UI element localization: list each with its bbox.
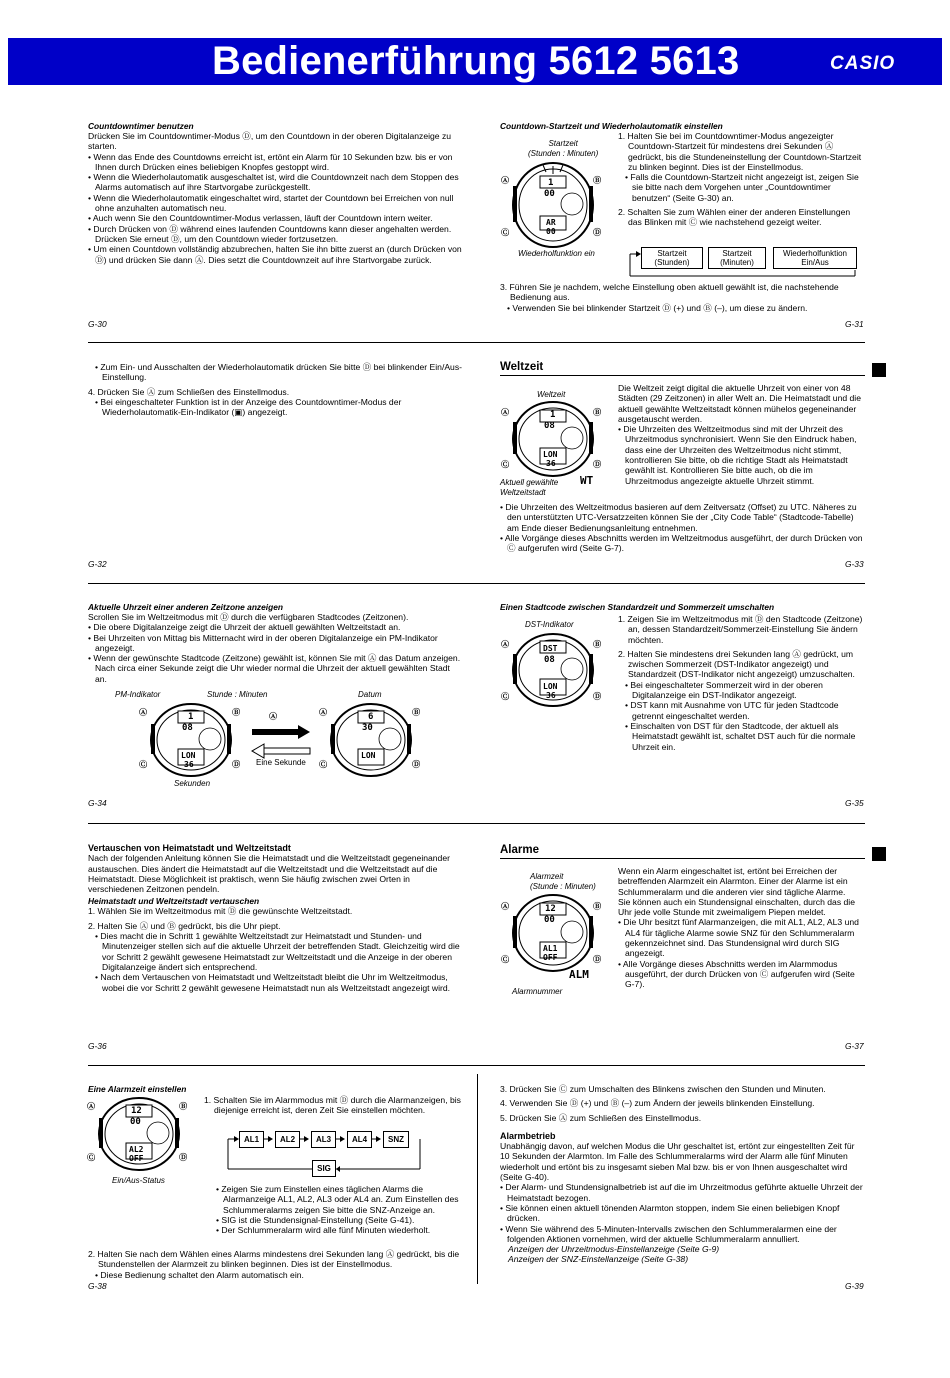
heading: Countdowntimer benutzen [88, 121, 194, 131]
section-g33-intro [618, 383, 866, 500]
step: 4. Drücken Sie Ⓐ zum Schließen des Einstellmodus. [88, 386, 290, 397]
bullet: • Wenn Sie während des 5-Minuten-Intervalls zwischen den Schlummeralarmen eine der folgenden Aktionen vornehmen, wird der aktuelle Schlummeralarm annulliert. [500, 1223, 837, 1244]
heading: Einen Stadtcode zwischen Standardzeit und Sommerzeit umschalten [500, 602, 775, 612]
bullet: • Die Uhr besitzt fünf Alarmanzeigen, die mit AL1, AL2, AL3 und AL4 für tägliche Alarme sowie SNZ für den Schlummeralarm gekennzeichnet sind. Das Stundensignal wird durch SIG angezeigt. [618, 917, 859, 959]
intro: Wenn ein Alarm eingeschaltet ist, ertönt bei Erreichen der betreffenden Alarmzeit ein Alarmton. Einer der Alarme ist ein Schlummeralarm und die anderen vier sind tägliche Alarme. [618, 866, 848, 897]
lcd-bot2: OFF [129, 1154, 144, 1163]
button-c-label: Ⓒ [139, 760, 148, 769]
caption: Wiederholfunktion ein [518, 249, 595, 258]
button-d-label: Ⓓ [593, 460, 602, 469]
step: 4. Verwenden Sie Ⓓ (+) und Ⓑ (–) zum Ändern der jeweils blinkenden Einstellung. [500, 1098, 815, 1109]
caption: Alarmnummer [512, 987, 563, 996]
bullet: • Wenn der gewünschte Stadtcode (Zeitzone) gewählt ist, können Sie mit Ⓐ das Datum anzeigen. Nach circa einer Sekunde zeigt die Uhr wieder normal die Uhrzeit der aktuell gewählten Stadt an. [88, 653, 461, 684]
button-b-label: Ⓑ [412, 708, 421, 717]
bullet: • Die obere Digitalanzeige zeigt die Uhrzeit der aktuell gewählten Weltzeitstadt an. [88, 622, 401, 633]
step: 2. Schalten Sie zum Wählen einer der anderen Einstellungen das Blinken mit Ⓒ wie nachstehend gezeigt weiter. [618, 207, 851, 228]
button-b-label: Ⓑ [593, 408, 602, 417]
bullet: • Wenn das Ende des Countdowns erreicht ist, ertönt ein Alarm für 10 Sekunden bzw. bis er von Ihnen durch Drücken eines beliebigen Knopfes gestoppt wird. [88, 151, 453, 172]
lcd-mid: 00 [544, 189, 555, 199]
step: 2. Halten Sie mindestens drei Sekunden lang Ⓐ gedrückt, um zwischen Sommerzeit (DST-Indikator angezeigt) und Standardzeit (DST-Indikator nicht angezeigt) umzuschalten. [618, 648, 855, 680]
bullet: • Wenn die Wiederholautomatik eingeschaltet wird, startet der Countdown bei Erreichen von null ohne anzuhalten automatisch neu. [88, 192, 454, 214]
button-c-label: Ⓒ [501, 955, 510, 964]
button-d-label: Ⓓ [593, 692, 602, 701]
bullet: • Diese Bedienung schaltet den Alarm automatisch ein. [95, 1269, 304, 1280]
step: 1. Wählen Sie im Weltzeitmodus mit Ⓓ die gewünschte Weltzeitstadt. [88, 906, 353, 917]
heading: Weltzeit [500, 361, 544, 373]
divider [88, 823, 865, 824]
lcd-top: 12 [545, 904, 556, 914]
button-d-label: Ⓓ [412, 760, 421, 769]
button-c-label: Ⓒ [501, 228, 510, 237]
button-a-label: Ⓐ [501, 902, 510, 911]
divider [88, 342, 865, 343]
button-b-label: Ⓑ [593, 640, 602, 649]
button-c-label: Ⓒ [87, 1153, 96, 1162]
bullet: • Falls die Countdown-Startzeit nicht angezeigt ist, zeigen Sie sie bitte nach dem Vorgehen unter „Countdowntimer benutzen“ (Seite G-30) an. [625, 172, 859, 203]
lcd-bot: LON [543, 450, 558, 459]
step: 1. Schalten Sie im Alarmmodus mit Ⓓ durch die Alarmanzeigen, bis diejenige erreicht ist, deren Zeit Sie einstellen möchten. [204, 1095, 461, 1116]
lcd-top: 6 [368, 712, 374, 722]
page-number: G-31 [845, 319, 864, 329]
bullet: • Die Uhrzeiten des Weltzeitmodus sind mit der Uhrzeit des Uhrzeitmodus synchronisiert. Wenn Sie den Eindruck haben, dass eine der Uhrzeiten des Weltzeitmodus nicht stimmt, kontrollieren Sie bitte, ob die richtige Stadt als Heimatstadt gewählt ist. Kontrollieren Sie bitte auch, ob die im Uhrzeitmodus angezeigte aktuelle Uhrzeit stimmt. [618, 424, 857, 486]
step: 1. Halten Sie bei im Countdowntimer-Modus angezeigter Countdown-Startzeit für mindestens drei Sekunden Ⓐ gedrückt, bis die Stundeneinstellung der Countdown-Startzeit zu blinken beginnt. Dies ist der Einstellmodus. [618, 131, 862, 172]
button-a-label: Ⓐ [87, 1102, 96, 1111]
lcd-bot: AR [546, 218, 556, 227]
section-g36 [88, 843, 464, 1033]
intro: Drücken Sie im Countdowntimer-Modus Ⓓ, um den Countdown in der oberen Digitalanzeige zu starten. [88, 131, 452, 152]
heading: Countdown-Startzeit und Wiederholautomatik einstellen [500, 121, 723, 131]
lcd-mid: 08 [544, 655, 555, 665]
step: 5. Drücken Sie Ⓐ zum Schließen des Einstellmodus. [500, 1112, 702, 1123]
bullet: • Alle Vorgänge dieses Abschnitts werden im Alarmmodus ausgeführt, der durch Drücken von Ⓒ aufgerufen wird (Seite G-7). [618, 958, 855, 990]
bullet: • Dies macht die in Schritt 1 gewählte Weltzeitstadt zur Heimatstadt und Stunden- und Minutenzeiger stellen sich auf die aktuelle Uhrzeit der betreffenden Stadt. Gleichzeitig wird die vor Schritt 2 gewählt gewesene Heimatstadt zur Weltzeitstadt und die Anzeige in der oberen Digitalanzeige ändert sich entsprechend. [95, 931, 460, 972]
lcd-bot2: OFF [543, 953, 558, 962]
section-g34 [88, 602, 464, 690]
bullet-cont: Drücken Sie erneut Ⓓ, um den Countdown wieder fortzusetzen. [95, 233, 339, 244]
intro2: Sie können auch ein Stundensignal einschalten, durch das die Uhr jede volle Stunde mit zweimaligem Piepen meldet. [618, 896, 855, 918]
page-number: G-39 [845, 1281, 864, 1291]
button-b-label: Ⓑ [593, 902, 602, 911]
flow-box: SIG [312, 1160, 336, 1177]
lcd-mid: 00 [544, 915, 555, 925]
lcd-bot: LON [181, 751, 196, 760]
bullet: • Verwenden Sie bei blinkender Startzeit Ⓓ (+) und Ⓑ (–), um diese zu ändern. [507, 302, 808, 313]
arrow-left-icon [252, 744, 310, 758]
reference: Anzeigen der SNZ-Einstellanzeige (Seite G-38) [508, 1254, 689, 1265]
button-a-label: Ⓐ [501, 176, 510, 185]
lcd-dst: DST [543, 644, 558, 653]
section-marker [872, 363, 886, 377]
caption: Datum [358, 690, 382, 699]
step: 3. Führen Sie je nachdem, welche Einstellung oben aktuell gewählt ist, die nachstehende Bedienung aus. [500, 282, 839, 303]
flow-box: SNZ [383, 1131, 409, 1148]
page-number: G-36 [88, 1041, 107, 1051]
reference: Anzeigen der Uhrzeitmodus-Einstellanzeige (Seite G-9) [508, 1244, 720, 1255]
mode-indicator: ALM [569, 968, 589, 981]
flow-box: Startzeit (Minuten) [708, 247, 766, 269]
step: 2. Halten Sie nach dem Wählen eines Alarms mindestens drei Sekunden lang Ⓐ gedrückt, bis die Stundenstellen der Alarmzeit zu blinken beginnen. Dies ist der Einstellmodus. [88, 1249, 460, 1270]
button-a-label: Ⓐ [139, 708, 148, 717]
flow-box: AL1 [239, 1131, 264, 1148]
bullet: • Einschalten von DST für den Stadtcode, der aktuell als Heimatstadt gewählt ist, schaltet DST auch für die normale Uhrzeit ein. [625, 720, 856, 752]
button-b-label: Ⓑ [232, 708, 241, 717]
page-number: G-30 [88, 319, 107, 329]
section-marker [872, 847, 886, 861]
divider [500, 375, 865, 376]
section-g32 [88, 362, 464, 432]
page-number: G-37 [845, 1041, 864, 1051]
button-d-label: Ⓓ [593, 955, 602, 964]
section-g31-step3 [500, 282, 866, 316]
step: 3. Drücken Sie Ⓒ zum Umschalten des Blinkens zwischen den Stunden und Minuten. [500, 1084, 826, 1094]
section-g37-text [618, 866, 866, 1016]
lcd-bot2: 36 [546, 691, 556, 700]
lcd-top: 12 [131, 1106, 142, 1116]
bullet: • Zeigen Sie zum Einstellen eines täglichen Alarms die Alarmanzeige AL1, AL2, AL3 oder AL4 an. Zum Einstellen des Schlummeralarms zeigen Sie bitte die SNZ-Anzeige an. [216, 1184, 459, 1215]
flow-box: AL3 [311, 1131, 336, 1148]
section-g38-bullets [216, 1184, 466, 1248]
lcd-bot: LON [543, 682, 558, 691]
caption: Eine Sekunde [256, 758, 306, 767]
step: 1. Zeigen Sie im Weltzeitmodus mit Ⓓ den Stadtcode (Zeitzone) an, dessen Standardzeit/Sommerzeit-Einstellung Sie ändern möchten. [618, 614, 863, 645]
button-c-label: Ⓒ [501, 692, 510, 701]
lcd-mid: 30 [362, 723, 373, 733]
bullet: • Der Schlummeralarm wird alle fünf Minuten wiederholt. [216, 1225, 431, 1236]
caption: Startzeit (Stunden : Minuten) [528, 139, 599, 158]
page-number: G-38 [88, 1281, 107, 1291]
caption: Stunde : Minuten [207, 690, 268, 699]
caption: Sekunden [174, 779, 211, 788]
button-a-label: Ⓐ [501, 408, 510, 417]
page-number: G-33 [845, 559, 864, 569]
button-c-label: Ⓒ [319, 760, 328, 769]
lcd-bot2: 36 [184, 760, 194, 769]
caption: PM-Indikator [115, 690, 161, 699]
brand-logo: CASIO [830, 53, 896, 74]
bullet: • Um einen Countdown vollständig abzubrechen, halten Sie ihn bitte zuerst an (durch Drücken von Ⓓ) und drücken Sie dann Ⓐ. Dies setzt die Countdownzeit auf ihre Startvorgabe zurück. [88, 244, 462, 265]
step: 2. Halten Sie Ⓐ und Ⓑ gedrückt, bis die Uhr piept. [88, 920, 281, 931]
bullet: • Bei eingeschalteter Funktion ist in der Anzeige des Countdowntimer-Modus der Wiederholautomatik-Ein-Indikator (▣) angezeigt. [95, 396, 402, 418]
lcd-mid: 00 [130, 1117, 141, 1127]
caption: Alarmzeit (Stunde : Minuten) [530, 872, 596, 891]
lcd-top: 1 [188, 712, 194, 722]
bullet: • Wenn die Wiederholautomatik ausgeschaltet ist, wird die Countdownzeit nach dem Stoppen des Alarms automatisch auf ihre Startvorgabe zurückgestellt. [88, 172, 459, 193]
section-g38-step1 [204, 1095, 466, 1129]
lcd-bot2: 00 [546, 227, 556, 236]
lcd-bot2: 36 [546, 459, 556, 468]
subheading: Heimatstadt und Weltzeitstadt vertauschen [88, 896, 260, 907]
flow-box: Wiederholfunktion Ein/Aus [773, 247, 857, 269]
flow-box: Startzeit (Stunden) [641, 247, 703, 269]
caption: Aktuell gewählte Weltzeitstadt [500, 478, 559, 497]
lcd-mid: 08 [182, 723, 193, 733]
section-g38-step2 [88, 1249, 466, 1281]
heading: Alarme [500, 844, 539, 856]
section-g33-notes [500, 502, 866, 556]
caption: DST-Indikator [525, 620, 574, 629]
button-b-label: Ⓑ [593, 176, 602, 185]
bullet: • Nach dem Vertauschen von Heimatstadt und Weltzeitstadt bleibt die Uhr im Weltzeitmodus, wobei die vor Schritt 2 gewählt gewesene Heimatstadt nun als Weltzeitstadt angezeigt wird. [95, 972, 451, 993]
divider [88, 583, 865, 584]
intro: Nach der folgenden Anleitung können Sie die Heimatstadt und die Weltzeitstadt gegeneinander austauschen. Dies ändert die Heimatstadt auf die Weltzeitstadt und die Weltzeitstadt auf die Heimatstadt. Diese Möglichkeit ist praktisch, wenn Sie häufig zwischen zwei Orten in verschiedenen Zeitzonen pendeln. [88, 853, 450, 895]
page-number: G-32 [88, 559, 107, 569]
bullet: • Bei eingeschalteter Sommerzeit wird in der oberen Digitalanzeige ein DST-Indikator angezeigt. [625, 679, 823, 701]
page-number: G-35 [845, 798, 864, 808]
bullet: • DST kann mit Ausnahme von UTC für jeden Stadtcode getrennt eingeschaltet werden. [625, 700, 839, 721]
heading: Eine Alarmzeit einstellen [88, 1084, 187, 1094]
bullet: • Durch Drücken von Ⓓ während eines laufenden Countdowns kann dieser angehalten werden. [88, 223, 452, 234]
bullet: • SIG ist die Stundensignal-Einstellung (Seite G-41). [216, 1214, 415, 1225]
intro: Die Weltzeit zeigt digital die aktuelle Uhrzeit von einer von 48 Städten (29 Zeitzonen) in aller Welt an. Die Heimatstadt und die aktuell gewählte Weltzeitstadt können mühelos gegeneinander ausgetauscht werden. [618, 383, 861, 424]
button-d-label: Ⓓ [179, 1153, 188, 1162]
flow-box: AL4 [347, 1131, 372, 1148]
button-a-label: Ⓐ [501, 640, 510, 649]
button-d-label: Ⓓ [593, 228, 602, 237]
mode-indicator: WT [580, 474, 594, 487]
button-d-label: Ⓓ [232, 760, 241, 769]
divider [88, 1065, 865, 1066]
heading: Vertauschen von Heimatstadt und Weltzeitstadt [88, 843, 291, 853]
lcd-top: 1 [550, 410, 556, 420]
lcd-top: 1 [548, 178, 554, 188]
section-g35 [500, 602, 866, 614]
section-g30 [88, 121, 464, 306]
lcd-bot: AL1 [543, 944, 558, 953]
lcd-bot: LON [361, 751, 376, 760]
section-g31-steps [618, 131, 866, 249]
caption: Ein/Aus-Status [112, 1176, 165, 1185]
flow-box: AL2 [275, 1131, 300, 1148]
intro: Scrollen Sie im Weltzeitmodus mit Ⓓ durch die verfügbaren Stadtcodes (Zeitzonen). [88, 612, 409, 622]
column-divider [477, 1074, 478, 1284]
bullet: • Der Alarm- und Stundensignalbetrieb ist auf die im Uhrzeitmodus geführte aktuelle Uhrzeit der Heimatstadt bezogen. [500, 1182, 863, 1203]
caption: Weltzeit [537, 390, 566, 399]
heading: Aktuelle Uhrzeit einer anderen Zeitzone anzeigen [88, 602, 283, 612]
header-bar [8, 38, 942, 85]
button-a-label: Ⓐ [319, 708, 328, 717]
heading: Alarmbetrieb [500, 1130, 556, 1141]
bullet: • Die Uhrzeiten des Weltzeitmodus basieren auf dem Zeitversatz (Offset) zu UTC. Näheres zu den unterstützten UTC-Versatzzeiten können Sie der „City Code Table“ (Stadtcode-Tabelle) am Ende dieser Bedienungsanleitung entnehmen. [500, 502, 857, 533]
section-g35-steps [618, 614, 866, 764]
bullet: • Sie können einen aktuell tönenden Alarmton stoppen, indem Sie einen beliebigen Knopf drücken. [500, 1202, 840, 1224]
section-g39 [500, 1084, 866, 1276]
bullet: • Auch wenn Sie den Countdowntimer-Modus verlassen, läuft der Countdown intern weiter. [88, 213, 433, 224]
divider [500, 858, 865, 859]
button-c-label: Ⓒ [501, 460, 510, 469]
bullet: • Zum Ein- und Ausschalten der Wiederholautomatik drücken Sie bitte Ⓓ bei blinkender Ein/Aus-Einstellung. [95, 362, 462, 383]
arrow-right-icon [252, 725, 310, 739]
bullet: • Bei Uhrzeiten von Mittag bis Mitternacht wird in der oberen Digitalanzeige ein PM-Indikator angezeigt. [88, 632, 438, 653]
lcd-bot: AL2 [129, 1145, 144, 1154]
bullet: • Alle Vorgänge dieses Abschnitts werden im Weltzeitmodus ausgeführt, der durch Drücken von Ⓒ aufgerufen wird (Seite G-7). [500, 532, 863, 554]
button-b-label: Ⓑ [179, 1102, 188, 1111]
lcd-mid: 08 [544, 421, 555, 431]
button-a-label: Ⓐ [269, 712, 278, 721]
page-number: G-34 [88, 798, 107, 808]
intro: Unabhängig davon, auf welchen Modus die Uhr geschaltet ist, ertönt zur eingestellten Zeit für 10 Sekunden der Alarmton. Im Falle des Schlummeralarms wird der Alarm alle fünf Minuten wiederholt und ertönt bis zu insgesamt sieben Mal bzw. bis er von Ihnen ausgeschaltet wird (Seite G-40). [500, 1141, 855, 1183]
page-title: Bedienerführung 5612 5613 [212, 39, 740, 83]
